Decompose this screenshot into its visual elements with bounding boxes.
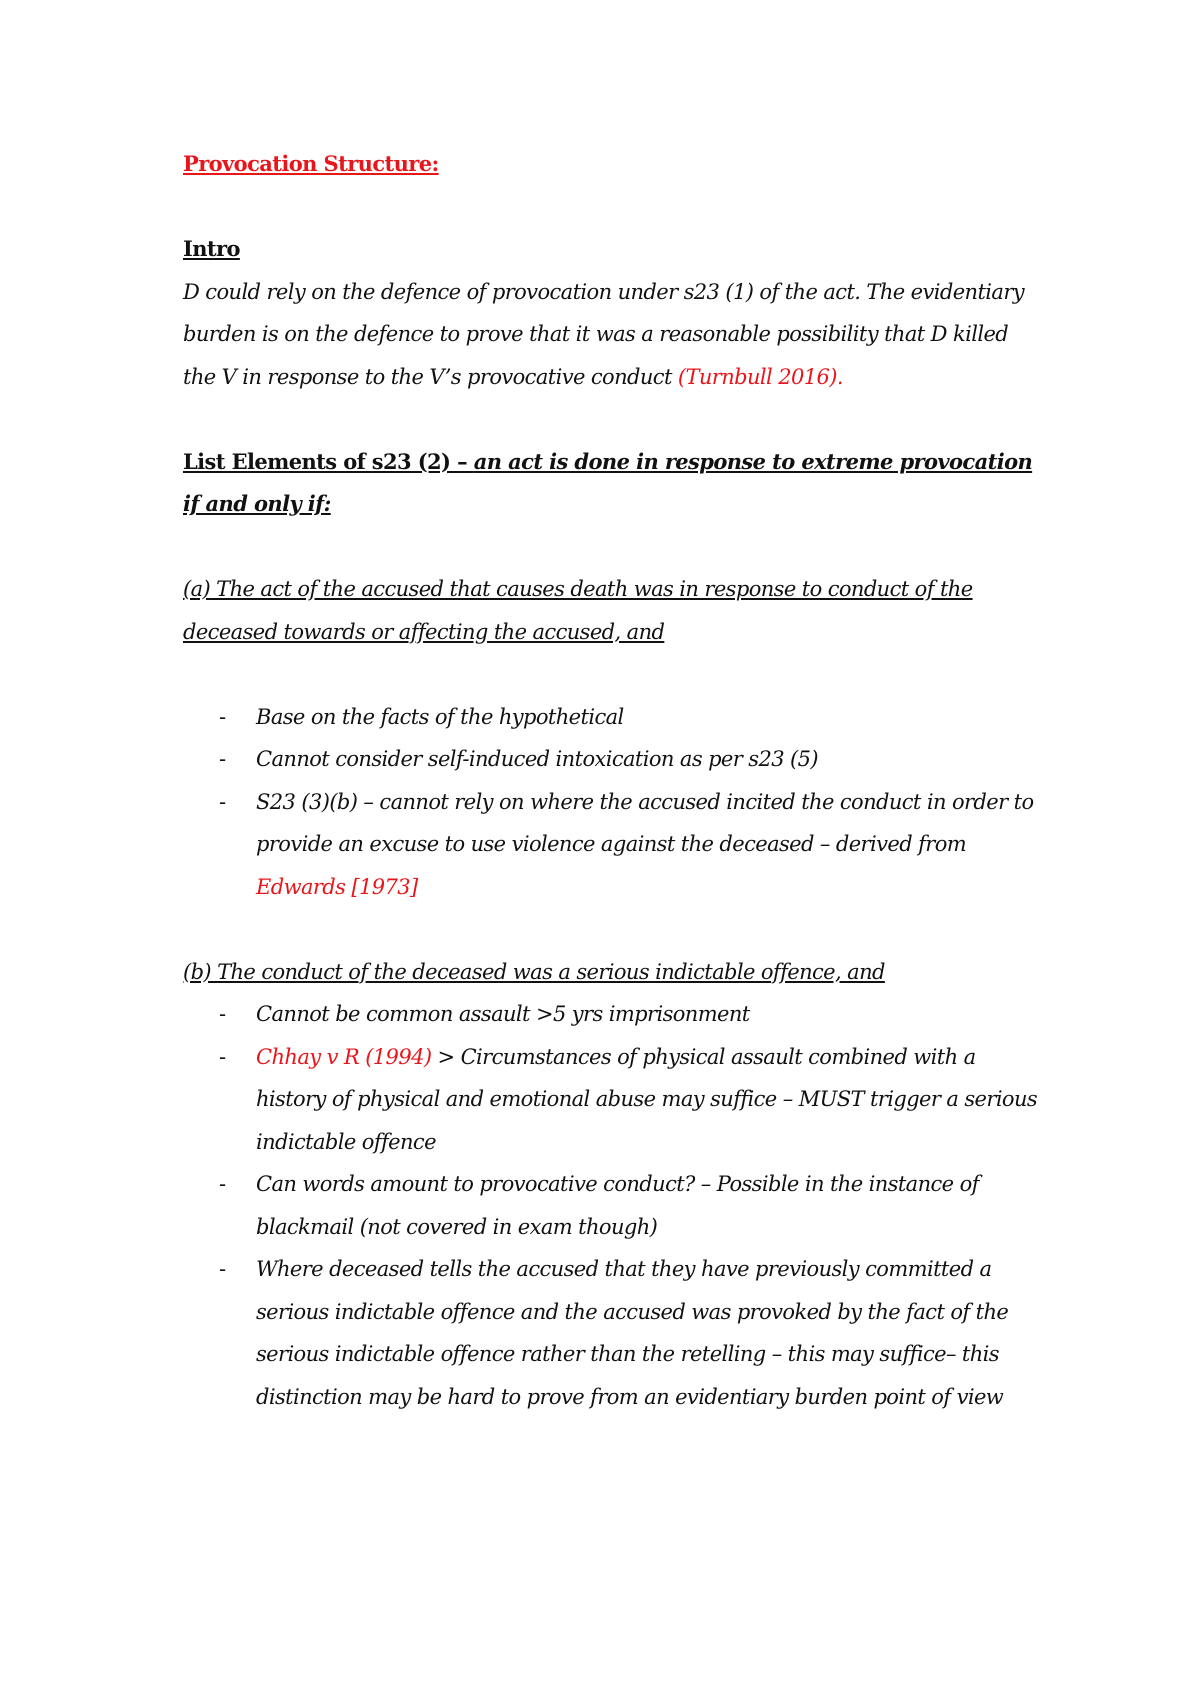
elements-heading-italic: an act is done in response to extreme provocation if and only if:	[183, 448, 1033, 516]
element-b-heading: (b) The conduct of the deceased was a serious indictable offence, and	[183, 959, 885, 984]
list-item	[183, 781, 1043, 909]
case-citation-chhay: Chhay v R (1994)	[256, 1044, 432, 1069]
list-item-text: Cannot consider self-induced intoxication as per s23 (5)	[256, 747, 818, 771]
elements-heading-bold: List Elements of s23 (2) –	[183, 448, 474, 474]
document-content	[183, 143, 1043, 1418]
list-item	[183, 1248, 1043, 1418]
list-item	[183, 993, 1043, 1036]
list-item-text: Cannot be common assault >5 yrs imprisonment	[256, 1002, 750, 1026]
dash-icon: -	[219, 704, 226, 729]
element-b-list	[183, 993, 1043, 1418]
element-a-heading: (a) The act of the accused that causes death was in response to conduct of the deceased towards or affecting the accused, and	[183, 577, 973, 644]
case-citation-turnbull: (Turnbull 2016)	[677, 364, 837, 389]
case-citation-edwards: Edwards [1973]	[256, 874, 418, 899]
elements-heading	[183, 441, 1043, 526]
dash-icon: -	[219, 1172, 226, 1196]
dash-icon: -	[219, 1257, 226, 1281]
list-item-text: S23 (3)(b) – cannot rely on where the accused incited the conduct in order to provide an excuse to use violence against the deceased – derived from	[256, 789, 1034, 856]
intro-paragraph	[183, 271, 1043, 399]
list-item-text: Can words amount to provocative conduct? – Possible in the instance of blackmail (not covered in exam though)	[256, 1172, 979, 1239]
document-title: Provocation Structure:	[183, 151, 439, 176]
list-item-text: > Circumstances of physical assault combined with a history of physical and emotional abuse may suffice – MUST trigger a serious indictable offence	[256, 1044, 1038, 1154]
intro-heading: Intro	[183, 236, 240, 261]
list-item-text: Where deceased tells the accused that they have previously committed a serious indictable offence and the accused was provoked by the fact of the serious indictable offence rather than the retelling – this may suffice– this distinction may be hard to prove from an evidentiary burden point of view	[256, 1257, 1009, 1409]
intro-text: D could rely on the defence of provocation under s23 (1) of the act. The evidentiary burden is on the defence to prove that it was a reasonable possibility that D killed the V in response to the V’s provocative conduct	[183, 279, 1025, 389]
list-item-text: Base on the facts of the hypothetical	[256, 704, 624, 729]
dash-icon: -	[219, 747, 226, 771]
list-item	[183, 1036, 1043, 1164]
dash-icon: -	[219, 1002, 226, 1026]
list-item	[183, 1163, 1043, 1248]
dash-icon: -	[219, 789, 226, 814]
list-item	[183, 738, 1043, 781]
dash-icon: -	[219, 1044, 226, 1069]
intro-end: .	[836, 364, 843, 389]
list-item	[183, 696, 1043, 739]
element-a-list	[183, 696, 1043, 909]
